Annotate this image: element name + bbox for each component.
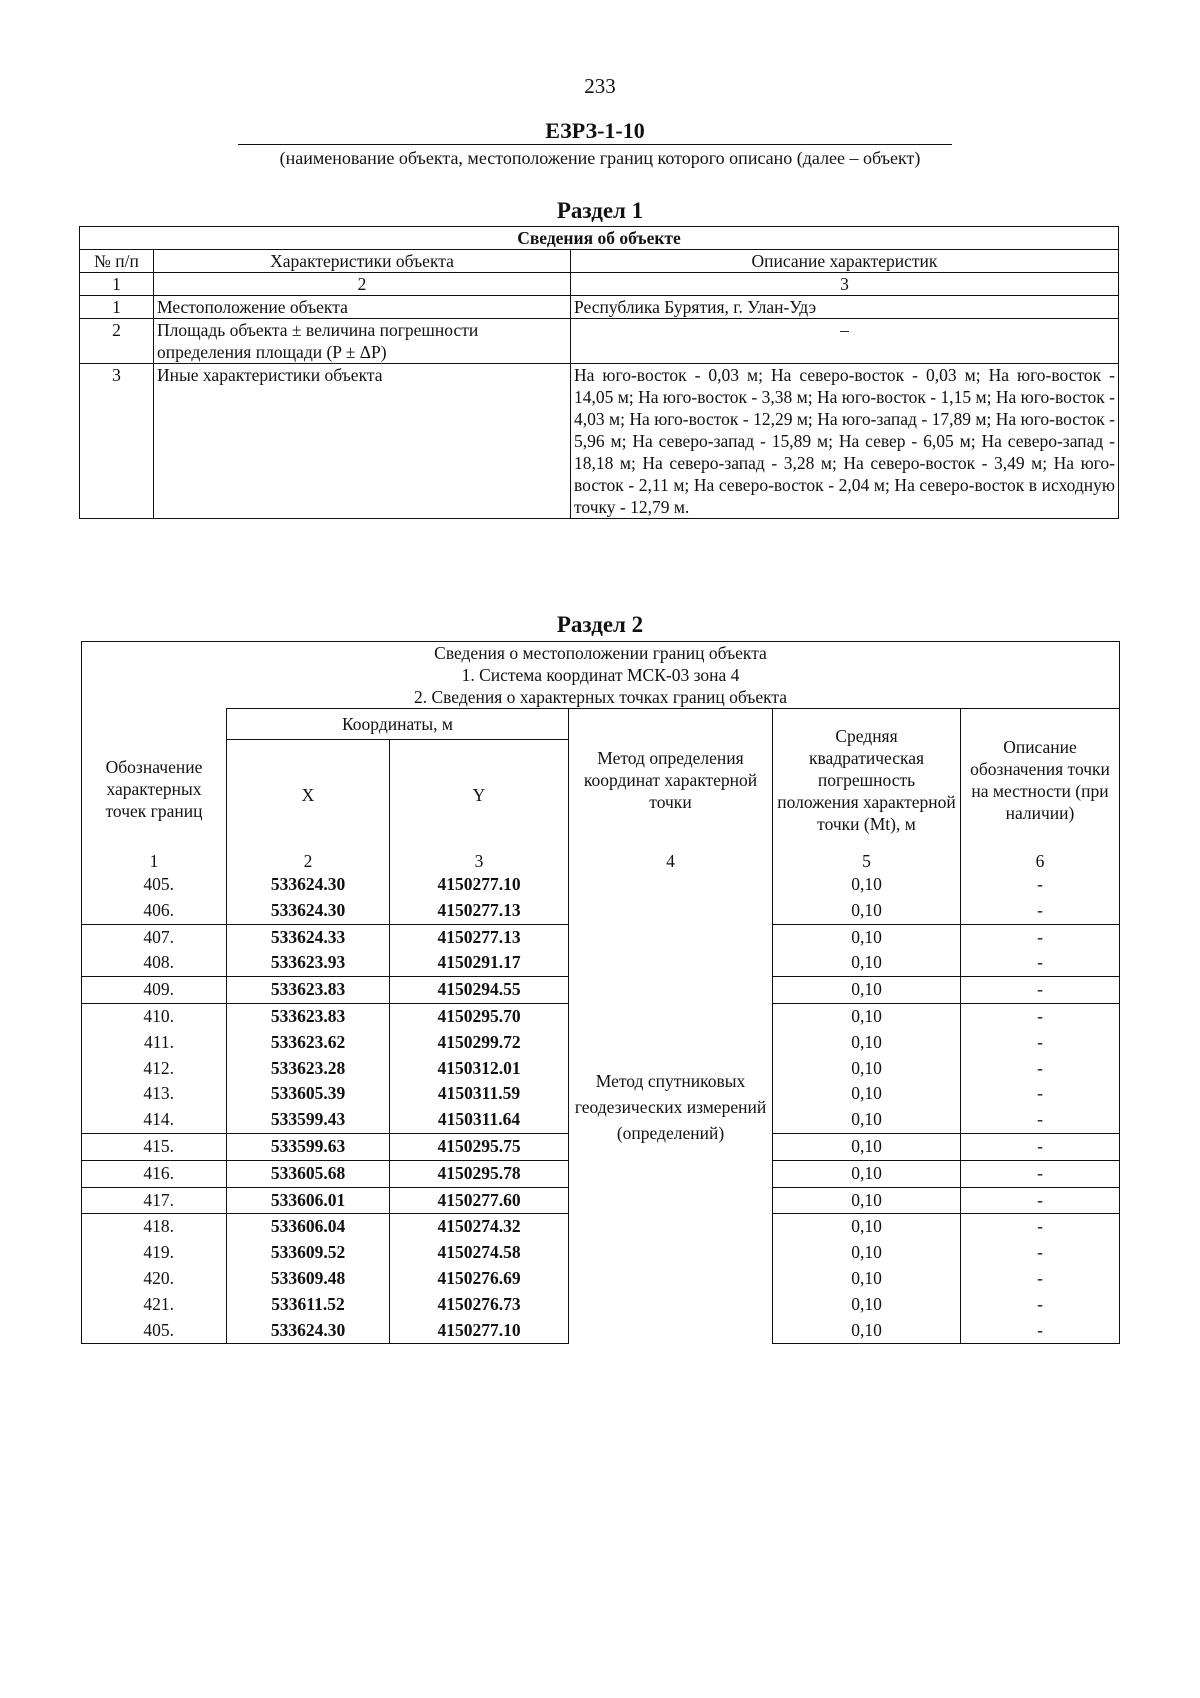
point-id: 406. [82,898,227,924]
point-desc: - [961,924,1120,950]
object-info-table [79,226,1119,519]
coord-y: 4150311.64 [390,1107,569,1133]
point-id: 407. [82,924,227,950]
mt-value: 0,10 [773,1266,961,1292]
coord-x: 533624.33 [227,924,390,950]
coord-y: 4150274.32 [390,1214,569,1240]
coord-x: 533623.62 [227,1030,390,1056]
point-id: 414. [82,1107,227,1133]
coord-x: 533605.68 [227,1160,390,1187]
point-desc: - [961,977,1120,1004]
point-id: 420. [82,1266,227,1292]
point-desc: - [961,950,1120,976]
point-id: 421. [82,1292,227,1318]
coord-x: 533623.93 [227,950,390,976]
point-id: 415. [82,1133,227,1160]
point-id: 417. [82,1187,227,1214]
info-line: Сведения о местоположении границ объекта [434,643,767,663]
row-name: Местоположение объекта [154,296,571,319]
coord-x: 533606.04 [227,1214,390,1240]
col-number: 2 [154,273,571,296]
mt-value: 0,10 [773,1030,961,1056]
col-number: 4 [569,850,773,872]
point-desc: - [961,1187,1120,1214]
mt-value: 0,10 [773,898,961,924]
coord-x: 533623.83 [227,977,390,1004]
header-coords: Координаты, м [227,709,569,740]
mt-value: 0,10 [773,1160,961,1187]
coord-y: 4150277.13 [390,924,569,950]
page-number: 233 [584,74,616,98]
point-desc: - [961,898,1120,924]
coord-y: 4150299.72 [390,1030,569,1056]
coord-y: 4150276.69 [390,1266,569,1292]
coord-x: 533623.83 [227,1003,390,1029]
mt-value: 0,10 [773,1081,961,1107]
col-number: 1 [82,850,227,872]
row-name: Иные характеристики объекта [154,364,571,519]
point-id: 410. [82,1003,227,1029]
header-num: № п/п [80,250,154,273]
point-id: 411. [82,1030,227,1056]
point-desc: - [961,1107,1120,1133]
coord-y: 4150277.13 [390,898,569,924]
mt-value: 0,10 [773,872,961,898]
row-num: 1 [80,296,154,319]
point-desc: - [961,1318,1120,1344]
coord-x: 533599.63 [227,1133,390,1160]
mt-value: 0,10 [773,1003,961,1029]
point-desc: - [961,1081,1120,1107]
row-value: На юго-восток - 0,03 м; На северо-восток - 0,03 м; На юго-восток - 14,05 м; На юго-восток - 3,38 м; На юго-восток - 1,15 м; На юго-восток - 4,03 м; На юго-восток - 12,29 м; На юго-запад - 17,89 м; На юго-восток - 5,96 м; На северо-запад - 15,89 м; На север - 6,05 м; На северо-запад - 18,18 м; На северо-запад - 3,28 м; На северо-восток - 3,49 м; На юго-восток - 2,11 м; На северо-восток - 2,04 м; На северо-восток в исходную точку - 12,79 м. [571,364,1119,519]
coord-x: 533606.01 [227,1187,390,1214]
point-desc: - [961,1003,1120,1029]
row-value: – [571,319,1119,364]
point-desc: - [961,1266,1120,1292]
mt-value: 0,10 [773,977,961,1004]
col-number: 5 [773,850,961,872]
info-line: 1. Система координат МСК-03 зона 4 [461,665,740,685]
point-desc: - [961,872,1120,898]
coord-x: 533624.30 [227,1318,390,1344]
point-id: 409. [82,977,227,1004]
coord-y: 4150276.73 [390,1292,569,1318]
header-method: Метод определения координат характерной точки [569,709,773,851]
coord-y: 4150312.01 [390,1056,569,1082]
table-row [80,296,1119,319]
point-desc: - [961,1214,1120,1240]
coord-y: 4150277.60 [390,1187,569,1214]
section1-title: Раздел 1 [556,198,644,223]
section2-title: Раздел 2 [556,612,644,637]
row-num: 2 [80,319,154,364]
table-title: Сведения об объекте [80,227,1119,250]
table-row [80,364,1119,519]
col-number: 1 [80,273,154,296]
object-caption: (наименование объекта, местоположение границ которого описано (далее – объект) [279,148,921,168]
mt-value: 0,10 [773,1292,961,1318]
coord-x: 533599.43 [227,1107,390,1133]
coord-y: 4150277.10 [390,1318,569,1344]
header-description: Описание характеристик [571,250,1119,273]
row-value: Республика Бурятия, г. Улан-Удэ [571,296,1119,319]
method-value: Метод спутниковых геодезических измерений (определений) [569,872,773,1344]
header-error: Средняя квадратическая погрешность положения характерной точки (Mt), м [773,709,961,851]
point-id: 408. [82,950,227,976]
coord-x: 533605.39 [227,1081,390,1107]
point-desc: - [961,1160,1120,1187]
coord-x: 533609.48 [227,1266,390,1292]
coord-y: 4150274.58 [390,1240,569,1266]
mt-value: 0,10 [773,1187,961,1214]
mt-value: 0,10 [773,1240,961,1266]
header-characteristic: Характеристики объекта [154,250,571,273]
coord-x: 533623.28 [227,1056,390,1082]
point-id: 416. [82,1160,227,1187]
mt-value: 0,10 [773,950,961,976]
point-id: 418. [82,1214,227,1240]
point-desc: - [961,1240,1120,1266]
coord-x: 533624.30 [227,898,390,924]
header-desc: Описание обозначения точки на местности (при наличии) [961,709,1120,851]
col-number: 2 [227,850,390,872]
row-num: 3 [80,364,154,519]
point-id: 412. [82,1056,227,1082]
coord-x: 533609.52 [227,1240,390,1266]
mt-value: 0,10 [773,1056,961,1082]
coord-x: 533611.52 [227,1292,390,1318]
table-row [80,319,1119,364]
info-line: 2. Сведения о характерных точках границ объекта [413,687,788,707]
coord-y: 4150311.59 [390,1081,569,1107]
point-desc: - [961,1292,1120,1318]
coord-x: 533624.30 [227,872,390,898]
coord-y: 4150295.75 [390,1133,569,1160]
mt-value: 0,10 [773,1107,961,1133]
header-point: Обозначение характерных точек границ [82,709,227,851]
boundary-points-table [81,641,1120,1344]
coord-y: 4150295.78 [390,1160,569,1187]
col-number: 6 [961,850,1120,872]
point-desc: - [961,1030,1120,1056]
header-x: X [227,740,390,851]
info-block [82,642,1120,709]
table-row [82,872,1120,898]
coord-y: 4150277.10 [390,872,569,898]
point-desc: - [961,1133,1120,1160]
mt-value: 0,10 [773,1318,961,1344]
point-id: 405. [82,872,227,898]
header-y: Y [390,740,569,851]
point-id: 419. [82,1240,227,1266]
mt-value: 0,10 [773,924,961,950]
col-number: 3 [390,850,569,872]
row-name: Площадь объекта ± величина погрешности определения площади (P ± ΔP) [154,319,571,364]
col-number: 3 [571,273,1119,296]
coord-y: 4150295.70 [390,1003,569,1029]
mt-value: 0,10 [773,1133,961,1160]
point-desc: - [961,1056,1120,1082]
point-id: 405. [82,1318,227,1344]
object-title: ЕЗРЗ-1-10 [238,118,952,145]
coord-y: 4150294.55 [390,977,569,1004]
point-id: 413. [82,1081,227,1107]
coord-y: 4150291.17 [390,950,569,976]
mt-value: 0,10 [773,1214,961,1240]
